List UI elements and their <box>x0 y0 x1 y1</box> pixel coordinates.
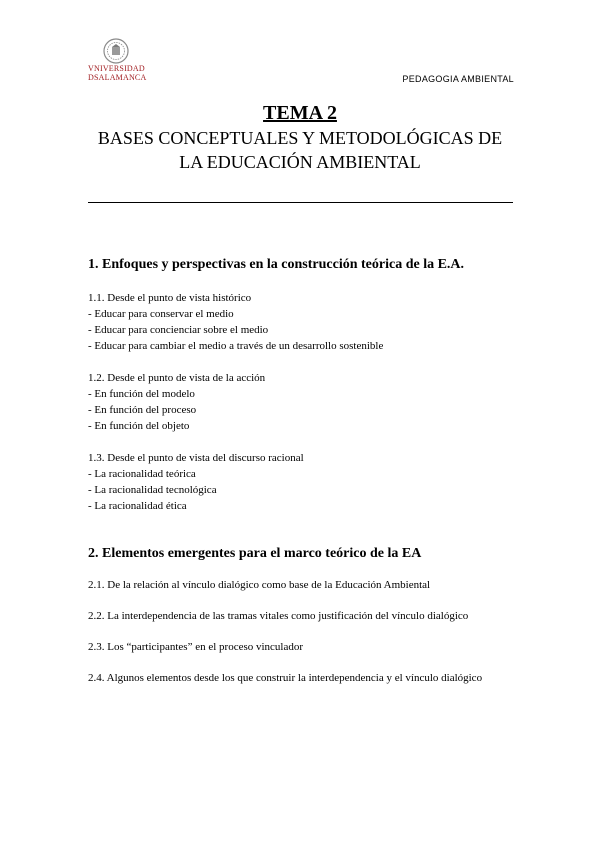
university-logo <box>88 38 147 82</box>
section-2-item: 2.1. De la relación al vínculo dialógico como base de la Educación Ambiental <box>88 579 431 591</box>
list-item: - La racionalidad teórica <box>88 468 196 480</box>
title-block <box>0 100 600 174</box>
logo-line-2: DSALAMANCA <box>88 73 147 82</box>
section-2-item: 2.2. La interdependencia de las tramas vitales como justificación del vínculo dialógico <box>88 610 469 622</box>
course-name: PEDAGOGIA AMBIENTAL <box>402 74 514 84</box>
section-1-heading: 1. Enfoques y perspectivas en la construcción teórica de la E.A. <box>88 257 465 272</box>
list-item: - La racionalidad tecnológica <box>88 484 217 496</box>
list-item: - Educar para cambiar el medio a través de un desarrollo sostenible <box>88 340 384 352</box>
list-item: - Educar para conservar el medio <box>88 308 234 320</box>
section-1-3 <box>88 450 513 514</box>
subtitle-line-1: BASES CONCEPTUALES Y METODOLÓGICAS DE <box>97 128 503 148</box>
section-1-2 <box>88 370 513 434</box>
subtitle-line-2: LA EDUCACIÓN AMBIENTAL <box>179 152 421 172</box>
university-seal-icon <box>103 38 129 64</box>
logo-line-1: VNIVERSIDAD <box>88 64 145 73</box>
list-item: - En función del objeto <box>88 420 190 432</box>
section-1-1 <box>88 290 513 354</box>
tema-title: TEMA 2 <box>263 102 337 124</box>
list-item: - La racionalidad ética <box>88 500 187 512</box>
section-2-item: 2.4. Algunos elementos desde los que construir la interdependencia y el vínculo dialógico <box>88 672 483 684</box>
list-item: - En función del proceso <box>88 404 197 416</box>
subsection-heading: 1.2. Desde el punto de vista de la acción <box>88 372 266 384</box>
title-divider <box>88 202 513 203</box>
list-item: - Educar para concienciar sobre el medio <box>88 324 269 336</box>
section-2-heading: 2. Elementos emergentes para el marco teórico de la EA <box>88 546 422 561</box>
list-item: - En función del modelo <box>88 388 195 400</box>
subsection-heading: 1.1. Desde el punto de vista histórico <box>88 292 252 304</box>
subsection-heading: 1.3. Desde el punto de vista del discurso racional <box>88 452 304 464</box>
section-2-item: 2.3. Los “participantes” en el proceso vinculador <box>88 641 304 653</box>
document-body <box>88 256 513 686</box>
